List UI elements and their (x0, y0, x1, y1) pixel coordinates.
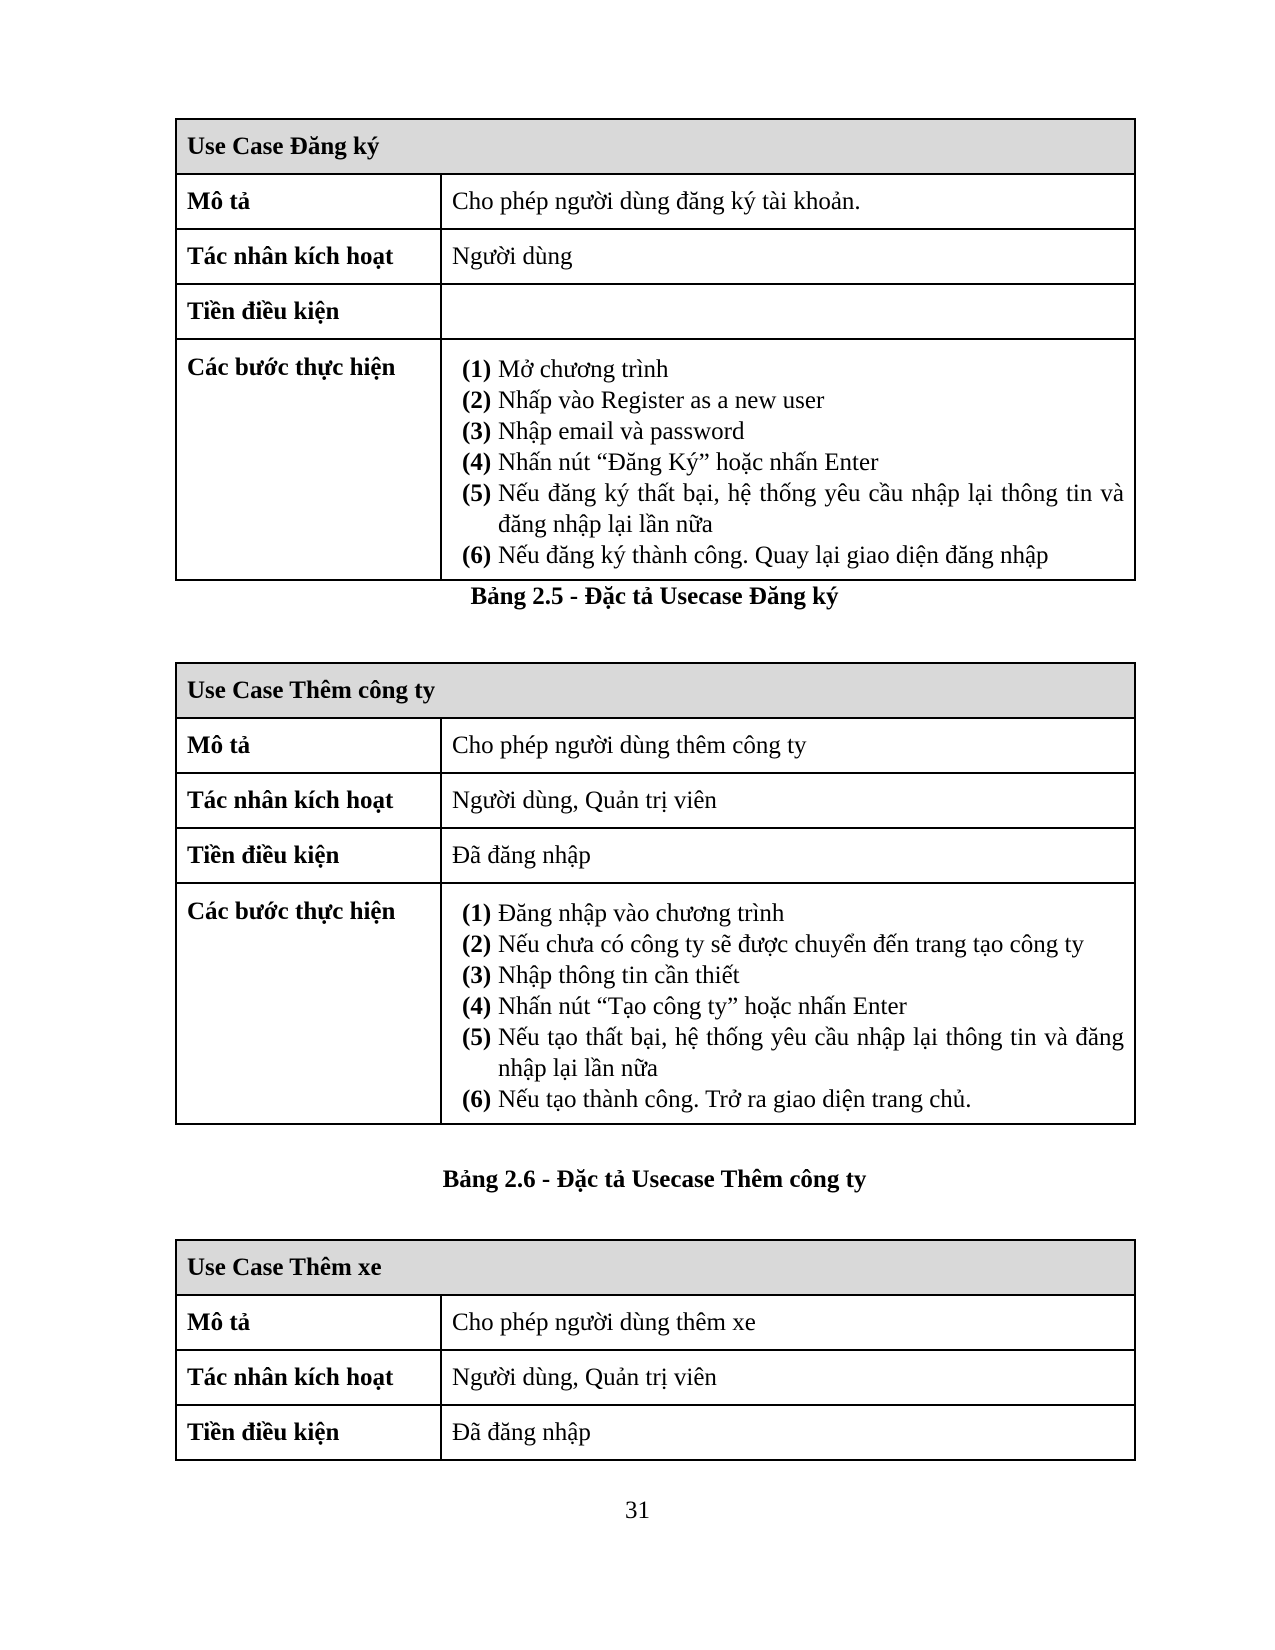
row-label-description: Mô tả (176, 174, 441, 229)
step-item (462, 416, 1124, 447)
step-item (462, 991, 1124, 1022)
table-row (176, 773, 1135, 828)
step-number: (1) (462, 356, 492, 383)
row-label-actor: Tác nhân kích hoạt (176, 773, 441, 828)
step-text: Nếu chưa có công ty sẽ được chuyển đến trang tạo công ty (498, 931, 1084, 958)
table-title: Use Case Thêm công ty (176, 663, 1135, 718)
step-number: (6) (462, 542, 492, 569)
row-label-description: Mô tả (176, 1295, 441, 1350)
steps-cell (441, 883, 1135, 1124)
step-item (462, 540, 1124, 571)
row-label-steps: Các bước thực hiện (176, 883, 441, 1124)
table-row (176, 1405, 1135, 1460)
table-row (176, 229, 1135, 284)
step-item (462, 898, 1124, 929)
step-text: Nhập email và password (498, 418, 745, 445)
step-text: Nếu đăng ký thất bại, hệ thống yêu cầu nhập lại thông tin và đăng nhập lại lần nữa (498, 480, 1124, 538)
step-item (462, 447, 1124, 478)
step-item (462, 385, 1124, 416)
row-value-description: Cho phép người dùng thêm công ty (441, 718, 1135, 773)
table-row (176, 1350, 1135, 1405)
step-text: Nếu đăng ký thành công. Quay lại giao diện đăng nhập (498, 542, 1049, 569)
row-value-description: Cho phép người dùng thêm xe (441, 1295, 1135, 1350)
row-value-actor: Người dùng (441, 229, 1135, 284)
step-item (462, 478, 1124, 540)
row-label-actor: Tác nhân kích hoạt (176, 229, 441, 284)
row-label-steps: Các bước thực hiện (176, 339, 441, 580)
table-row (176, 1295, 1135, 1350)
table-row (176, 828, 1135, 883)
row-value-description: Cho phép người dùng đăng ký tài khoản. (441, 174, 1135, 229)
steps-cell (441, 339, 1135, 580)
step-text: Nhấn nút “Tạo công ty” hoặc nhấn Enter (498, 993, 907, 1020)
row-label-precondition: Tiền điều kiện (176, 1405, 441, 1460)
step-number: (4) (462, 993, 492, 1020)
step-text: Nhấp vào Register as a new user (498, 387, 825, 414)
table-header-row (176, 119, 1135, 174)
table-title: Use Case Đăng ký (176, 119, 1135, 174)
row-value-actor: Người dùng, Quản trị viên (441, 1350, 1135, 1405)
step-number: (1) (462, 900, 492, 927)
step-text: Đăng nhập vào chương trình (498, 900, 785, 927)
step-number: (5) (462, 480, 492, 507)
table-row (176, 174, 1135, 229)
step-item (462, 960, 1124, 991)
row-label-precondition: Tiền điều kiện (176, 828, 441, 883)
step-number: (2) (462, 387, 492, 414)
row-label-actor: Tác nhân kích hoạt (176, 1350, 441, 1405)
table-header-row (176, 1240, 1135, 1295)
row-value-precondition: Đã đăng nhập (441, 828, 1135, 883)
step-number: (6) (462, 1086, 492, 1113)
page-number: 31 (625, 1497, 650, 1524)
table-header-row (176, 663, 1135, 718)
row-value-precondition: Đã đăng nhập (441, 1405, 1135, 1460)
steps-list (452, 898, 1124, 1115)
step-item (462, 929, 1124, 960)
step-number: (2) (462, 931, 492, 958)
row-value-actor: Người dùng, Quản trị viên (441, 773, 1135, 828)
step-number: (5) (462, 1024, 492, 1051)
table-row-steps (176, 883, 1135, 1124)
usecase-table-add-company (175, 662, 1136, 1125)
row-label-description: Mô tả (176, 718, 441, 773)
usecase-table-register (175, 118, 1136, 581)
table-row (176, 284, 1135, 339)
table-title: Use Case Thêm xe (176, 1240, 1135, 1295)
step-item (462, 1022, 1124, 1084)
table-caption: Bảng 2.5 - Đặc tả Usecase Đăng ký (470, 583, 839, 610)
table-row (176, 718, 1135, 773)
step-item (462, 354, 1124, 385)
step-item (462, 1084, 1124, 1115)
step-number: (4) (462, 449, 492, 476)
steps-list (452, 354, 1124, 571)
step-text: Nhập thông tin cần thiết (498, 962, 740, 989)
step-text: Nếu tạo thất bại, hệ thống yêu cầu nhập lại thông tin và đăng nhập lại lần nữa (498, 1024, 1125, 1082)
table-row-steps (176, 339, 1135, 580)
step-number: (3) (462, 418, 492, 445)
step-text: Nhấn nút “Đăng Ký” hoặc nhấn Enter (498, 449, 879, 476)
row-value-precondition (441, 284, 1135, 339)
table-caption: Bảng 2.6 - Đặc tả Usecase Thêm công ty (442, 1166, 867, 1193)
step-text: Mở chương trình (498, 356, 669, 383)
usecase-table-add-vehicle (175, 1239, 1136, 1461)
step-number: (3) (462, 962, 492, 989)
step-text: Nếu tạo thành công. Trở ra giao diện trang chủ. (498, 1086, 972, 1113)
row-label-precondition: Tiền điều kiện (176, 284, 441, 339)
